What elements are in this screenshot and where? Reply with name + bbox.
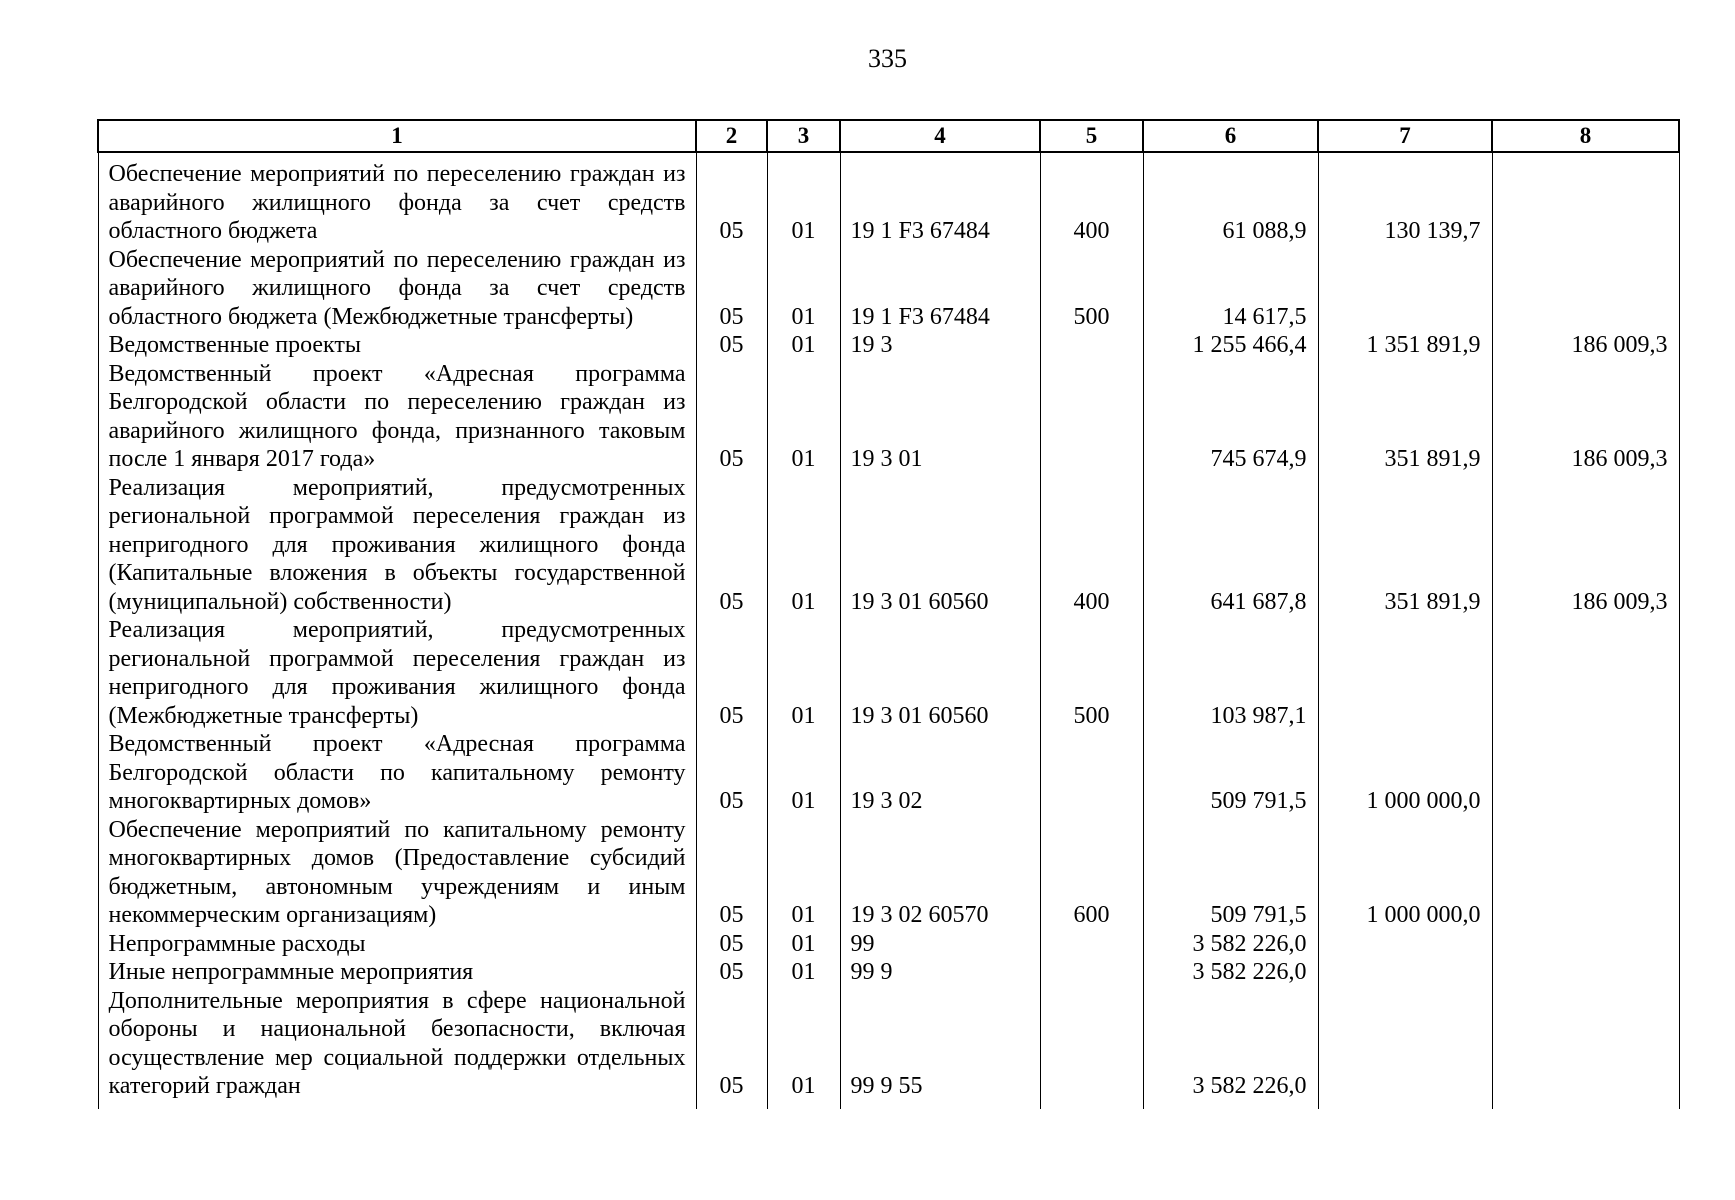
amount-cell-8: 186 009,3 [1492, 474, 1679, 617]
subsection-code-cell: 01 [767, 930, 840, 959]
amount-cell-8 [1492, 152, 1679, 246]
expense-type-cell [1040, 331, 1143, 360]
amount-cell-6: 103 987,1 [1143, 616, 1318, 730]
amount-cell-7 [1318, 958, 1492, 987]
target-article-cell: 19 3 01 60560 [840, 616, 1040, 730]
subsection-code-cell: 01 [767, 331, 840, 360]
section-code-cell: 05 [696, 331, 767, 360]
target-article-cell: 19 3 02 60570 [840, 816, 1040, 930]
expense-type-cell [1040, 730, 1143, 816]
column-header: 2 [696, 120, 767, 152]
section-code-cell: 05 [696, 958, 767, 987]
section-code-cell: 05 [696, 152, 767, 246]
amount-cell-6: 1 255 466,4 [1143, 331, 1318, 360]
row-name-cell: Непрограммные расходы [98, 930, 696, 959]
expense-type-cell: 400 [1040, 152, 1143, 246]
row-name-cell: Ведомственный проект «Адресная программа Белгородской области по переселению граждан из аварийного жилищного фонда, признанного таковым после 1 января 2017 года» [98, 360, 696, 474]
expense-type-cell: 600 [1040, 816, 1143, 930]
table-row [98, 987, 1679, 1109]
row-name-cell: Ведомственный проект «Адресная программа Белгородской области по капитальному ремонту многоквартирных домов» [98, 730, 696, 816]
expense-type-cell [1040, 930, 1143, 959]
subsection-code-cell: 01 [767, 616, 840, 730]
row-name-cell: Ведомственные проекты [98, 331, 696, 360]
expense-type-cell [1040, 987, 1143, 1109]
target-article-cell: 19 3 [840, 331, 1040, 360]
table-row [98, 360, 1679, 474]
amount-cell-7: 351 891,9 [1318, 474, 1492, 617]
table-row [98, 331, 1679, 360]
amount-cell-8: 186 009,3 [1492, 360, 1679, 474]
table-body [98, 152, 1679, 1109]
column-header: 4 [840, 120, 1040, 152]
amount-cell-8 [1492, 730, 1679, 816]
column-header: 6 [1143, 120, 1318, 152]
column-header: 3 [767, 120, 840, 152]
table-row [98, 152, 1679, 246]
budget-table [97, 119, 1680, 1109]
target-article-cell: 19 3 01 60560 [840, 474, 1040, 617]
section-code-cell: 05 [696, 474, 767, 617]
subsection-code-cell: 01 [767, 958, 840, 987]
expense-type-cell: 500 [1040, 616, 1143, 730]
table-row [98, 474, 1679, 617]
amount-cell-7 [1318, 616, 1492, 730]
target-article-cell: 19 3 01 [840, 360, 1040, 474]
amount-cell-7: 351 891,9 [1318, 360, 1492, 474]
amount-cell-8 [1492, 616, 1679, 730]
subsection-code-cell: 01 [767, 152, 840, 246]
subsection-code-cell: 01 [767, 246, 840, 332]
amount-cell-7: 130 139,7 [1318, 152, 1492, 246]
subsection-code-cell: 01 [767, 730, 840, 816]
row-name-cell: Реализация мероприятий, предусмотренных региональной программой переселения граждан из непригодного для проживания жилищного фонда (Капитальные вложения в объекты государственной (муниципальной) собственности) [98, 474, 696, 617]
section-code-cell: 05 [696, 730, 767, 816]
amount-cell-8: 186 009,3 [1492, 331, 1679, 360]
column-header: 1 [98, 120, 696, 152]
table-row [98, 246, 1679, 332]
amount-cell-6: 61 088,9 [1143, 152, 1318, 246]
table-row [98, 816, 1679, 930]
amount-cell-8 [1492, 246, 1679, 332]
amount-cell-8 [1492, 987, 1679, 1109]
column-header: 7 [1318, 120, 1492, 152]
subsection-code-cell: 01 [767, 816, 840, 930]
table-row [98, 958, 1679, 987]
header-row [98, 120, 1679, 152]
section-code-cell: 05 [696, 816, 767, 930]
section-code-cell: 05 [696, 987, 767, 1109]
column-header: 8 [1492, 120, 1679, 152]
target-article-cell: 19 1 F3 67484 [840, 246, 1040, 332]
amount-cell-6: 14 617,5 [1143, 246, 1318, 332]
row-name-cell: Иные непрограммные мероприятия [98, 958, 696, 987]
amount-cell-6: 3 582 226,0 [1143, 958, 1318, 987]
table-row [98, 930, 1679, 959]
subsection-code-cell: 01 [767, 987, 840, 1109]
row-name-cell: Дополнительные мероприятия в сфере национальной обороны и национальной безопасности, включая осуществление мер социальной поддержки отдельных категорий граждан [98, 987, 696, 1109]
expense-type-cell [1040, 360, 1143, 474]
amount-cell-6: 745 674,9 [1143, 360, 1318, 474]
amount-cell-6: 509 791,5 [1143, 730, 1318, 816]
target-article-cell: 99 [840, 930, 1040, 959]
table-row [98, 616, 1679, 730]
column-header: 5 [1040, 120, 1143, 152]
target-article-cell: 19 1 F3 67484 [840, 152, 1040, 246]
row-name-cell: Реализация мероприятий, предусмотренных региональной программой переселения граждан из непригодного для проживания жилищного фонда (Межбюджетные трансферты) [98, 616, 696, 730]
expense-type-cell: 400 [1040, 474, 1143, 617]
amount-cell-7: 1 000 000,0 [1318, 816, 1492, 930]
expense-type-cell: 500 [1040, 246, 1143, 332]
amount-cell-6: 641 687,8 [1143, 474, 1318, 617]
section-code-cell: 05 [696, 360, 767, 474]
amount-cell-6: 509 791,5 [1143, 816, 1318, 930]
amount-cell-7: 1 351 891,9 [1318, 331, 1492, 360]
row-name-cell: Обеспечение мероприятий по переселению граждан из аварийного жилищного фонда за счет средств областного бюджета (Межбюджетные трансферты) [98, 246, 696, 332]
row-name-cell: Обеспечение мероприятий по переселению граждан из аварийного жилищного фонда за счет средств областного бюджета [98, 152, 696, 246]
target-article-cell: 99 9 55 [840, 987, 1040, 1109]
amount-cell-7: 1 000 000,0 [1318, 730, 1492, 816]
amount-cell-6: 3 582 226,0 [1143, 987, 1318, 1109]
amount-cell-8 [1492, 930, 1679, 959]
target-article-cell: 99 9 [840, 958, 1040, 987]
section-code-cell: 05 [696, 930, 767, 959]
page-number: 335 [868, 44, 907, 73]
amount-cell-7 [1318, 246, 1492, 332]
amount-cell-8 [1492, 816, 1679, 930]
subsection-code-cell: 01 [767, 474, 840, 617]
section-code-cell: 05 [696, 246, 767, 332]
row-name-cell: Обеспечение мероприятий по капитальному ремонту многоквартирных домов (Предоставление субсидий бюджетным, автономным учреждениям и иным некоммерческим организациям) [98, 816, 696, 930]
amount-cell-6: 3 582 226,0 [1143, 930, 1318, 959]
amount-cell-7 [1318, 987, 1492, 1109]
table-row [98, 730, 1679, 816]
section-code-cell: 05 [696, 616, 767, 730]
target-article-cell: 19 3 02 [840, 730, 1040, 816]
expense-type-cell [1040, 958, 1143, 987]
amount-cell-8 [1492, 958, 1679, 987]
amount-cell-7 [1318, 930, 1492, 959]
subsection-code-cell: 01 [767, 360, 840, 474]
